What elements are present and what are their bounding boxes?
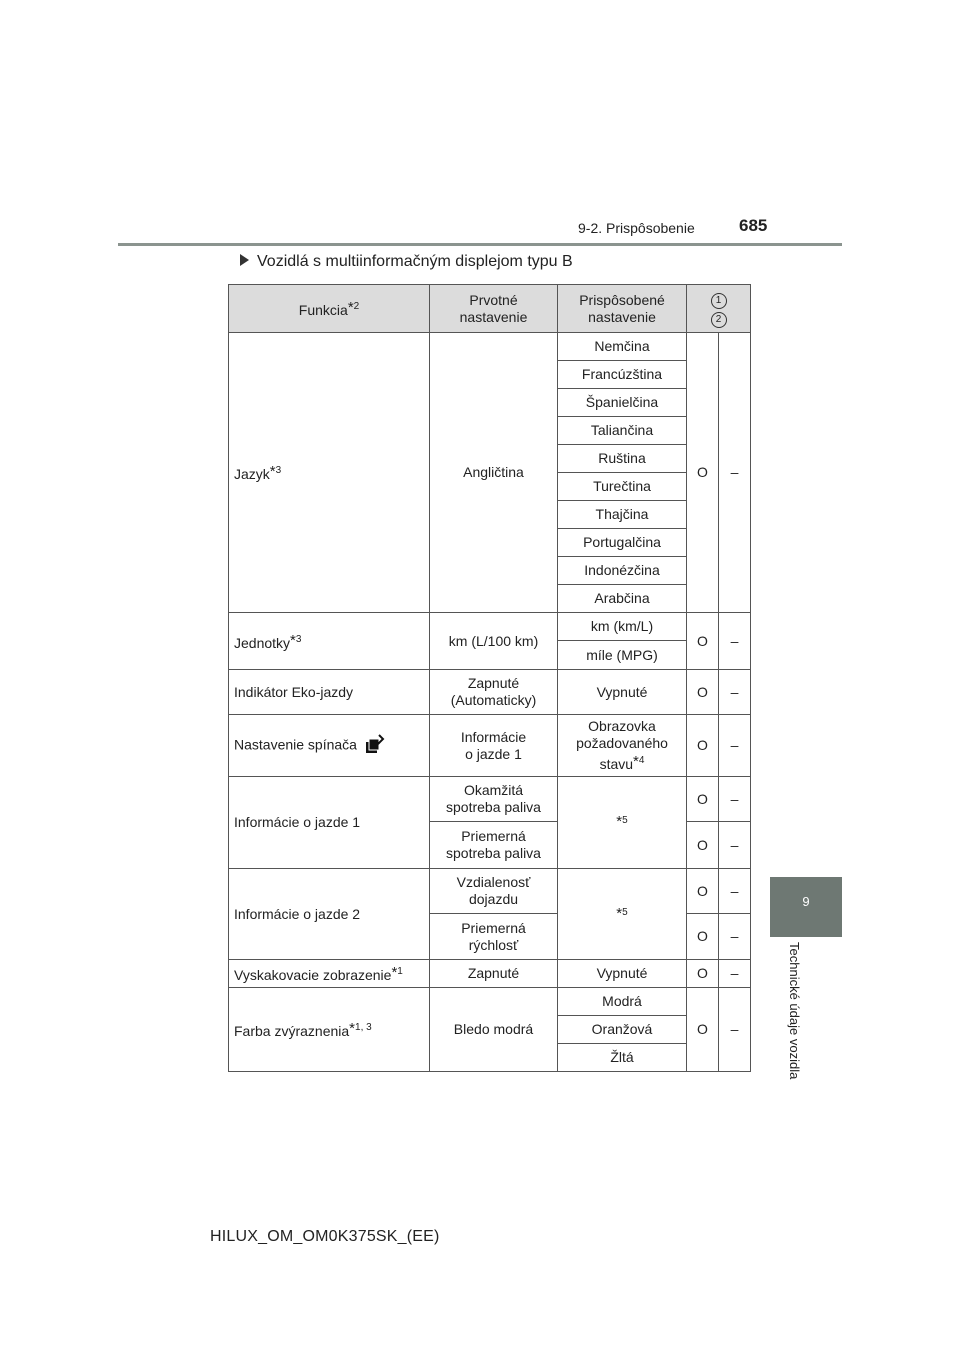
table-row xyxy=(229,960,751,988)
initial-popup: Zapnuté xyxy=(430,960,558,988)
initial-spinac: Informácie o jazde 1 xyxy=(430,715,558,777)
table-header-row xyxy=(229,285,751,333)
method-2-cell: – xyxy=(719,869,751,914)
row-label-farba: Farba zvýraznenia$^{*1, 3}$ xyxy=(229,988,430,1072)
initial-farba: Bledo modrá xyxy=(430,988,558,1072)
option-cell: Nemčina xyxy=(558,333,687,361)
method-2-cell: – xyxy=(719,988,751,1072)
custom-spinac: Obrazovka požadovaného stavu$^{*4}$ xyxy=(558,715,687,777)
option-cell: Priemerná spotreba paliva xyxy=(430,822,558,869)
method-1-cell: O xyxy=(687,914,719,960)
method-1-cell: O xyxy=(687,988,719,1072)
row-label-spinac: Nastavenie spínača xyxy=(229,715,430,777)
document-code: HILUX_OM_OM0K375SK_(EE) xyxy=(210,1228,440,1245)
header-divider xyxy=(118,243,842,246)
row-label-info2: Informácie o jazde 2 xyxy=(229,869,430,960)
table-row xyxy=(229,988,751,1016)
option-cell: Žltá xyxy=(558,1044,687,1072)
option-cell: Thajčina xyxy=(558,501,687,529)
settings-table xyxy=(228,284,751,1072)
option-cell: Priemerná rýchlosť xyxy=(430,914,558,960)
option-cell: Vzdialenosť dojazdu xyxy=(430,869,558,914)
method-1-cell: O xyxy=(687,960,719,988)
option-cell: Turečtina xyxy=(558,473,687,501)
method-1-icon: 1 xyxy=(711,293,727,309)
option-cell: Modrá xyxy=(558,988,687,1016)
method-2-cell: – xyxy=(719,777,751,822)
option-cell: Taliančina xyxy=(558,417,687,445)
method-2-icon: 2 xyxy=(711,312,727,328)
custom-popup: Vypnuté xyxy=(558,960,687,988)
header-methods xyxy=(687,285,751,333)
method-2-cell: – xyxy=(719,822,751,869)
header-function: Funkcia$^{*2}$ xyxy=(229,285,430,333)
page-number: 685 xyxy=(739,216,768,235)
option-cell: Francúzština xyxy=(558,361,687,389)
chapter-number: 9 xyxy=(802,894,810,909)
table-row xyxy=(229,613,751,641)
table-subtitle xyxy=(240,253,573,271)
option-cell: Indonézčina xyxy=(558,557,687,585)
chapter-tab xyxy=(770,877,842,937)
method-2-cell: – xyxy=(719,960,751,988)
steering-switch-icon xyxy=(365,733,385,759)
option-cell: Portugalčina xyxy=(558,529,687,557)
option-cell: Okamžitá spotreba paliva xyxy=(430,777,558,822)
row-label-popup: Vyskakovacie zobrazenie$^{*1}$ xyxy=(229,960,430,988)
option-cell: km (km/L) xyxy=(558,613,687,641)
method-2-cell: – xyxy=(719,613,751,670)
chapter-label: Technické údaje vozidla xyxy=(787,942,802,1080)
header-initial: Prvotné nastavenie xyxy=(430,285,558,333)
method-1-cell: O xyxy=(687,715,719,777)
method-2-cell: – xyxy=(719,333,751,613)
section-title: 9-2. Prispôsobenie xyxy=(578,220,695,236)
method-1-cell: O xyxy=(687,670,719,715)
option-cell: Arabčina xyxy=(558,585,687,613)
row-label-eko: Indikátor Eko-jazdy xyxy=(229,670,430,715)
option-cell: Oranžová xyxy=(558,1016,687,1044)
method-2-cell: – xyxy=(719,715,751,777)
table-row xyxy=(229,869,751,914)
method-2-cell: – xyxy=(719,670,751,715)
row-label-jednotky: Jednotky$^{*3}$ xyxy=(229,613,430,670)
triangle-bullet-icon xyxy=(240,254,249,266)
option-cell: Ruština xyxy=(558,445,687,473)
initial-jazyk: Angličtina xyxy=(430,333,558,613)
table-row xyxy=(229,333,751,361)
initial-jednotky: km (L/100 km) xyxy=(430,613,558,670)
row-label-jazyk: Jazyk$^{*3}$ xyxy=(229,333,430,613)
custom-info2: *5 xyxy=(558,869,687,960)
method-2-cell: – xyxy=(719,914,751,960)
option-cell: míle (MPG) xyxy=(558,641,687,670)
option-cell: Španielčina xyxy=(558,389,687,417)
subtitle-text: Vozidlá s multiinformačným displejom typu B xyxy=(257,253,573,270)
initial-eko: Zapnuté (Automaticky) xyxy=(430,670,558,715)
method-1-cell: O xyxy=(687,777,719,822)
table-row xyxy=(229,777,751,822)
header-custom: Prispôsobené nastavenie xyxy=(558,285,687,333)
method-1-cell: O xyxy=(687,869,719,914)
table-row xyxy=(229,670,751,715)
method-1-cell: O xyxy=(687,822,719,869)
method-1-cell: O xyxy=(687,333,719,613)
table-row xyxy=(229,715,751,777)
row-label-info1: Informácie o jazde 1 xyxy=(229,777,430,869)
custom-info1: *5 xyxy=(558,777,687,869)
custom-eko: Vypnuté xyxy=(558,670,687,715)
method-1-cell: O xyxy=(687,613,719,670)
